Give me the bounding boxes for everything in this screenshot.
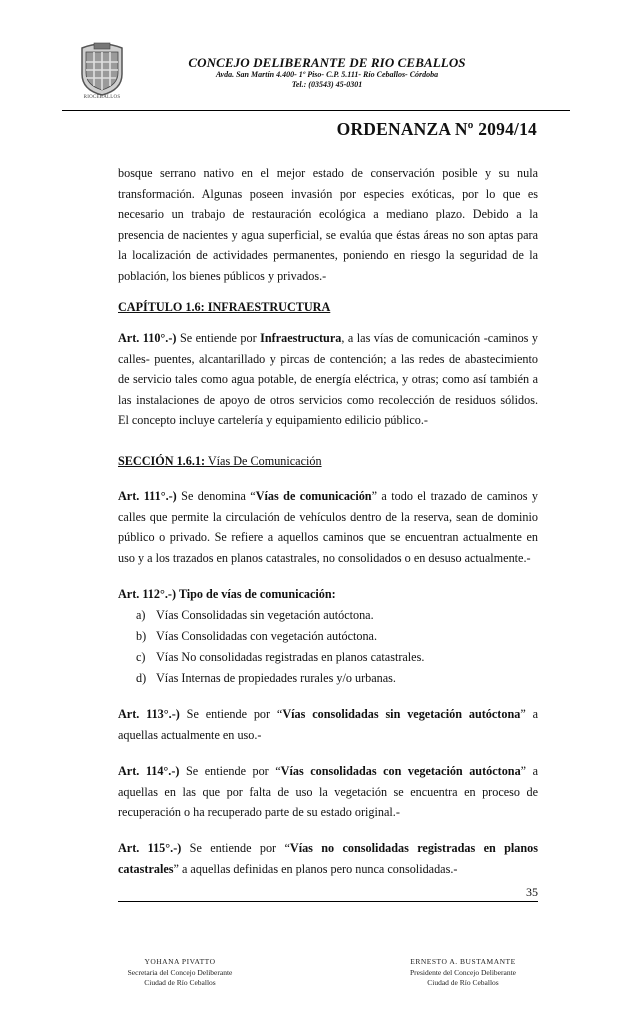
signer-name: YOHANA PIVATTO	[144, 957, 216, 966]
article-label: Art. 114°.-)	[118, 764, 180, 778]
signer-role: Secretaria del Concejo Deliberante	[127, 967, 233, 977]
list-marker: a)	[136, 608, 146, 622]
text-run: ” a	[520, 764, 539, 778]
section-title: Vías De Comunicación	[205, 454, 322, 468]
article-label: Art. 110°.-)	[118, 331, 177, 345]
list-marker: b)	[136, 629, 147, 643]
text-run: Se entiende por	[176, 331, 261, 345]
text-line: uso y a los trazados en planos catastrales, no consolidados o en desuso actualmente.-	[118, 550, 531, 565]
defined-term: Infraestructura	[260, 331, 342, 345]
text-line: bosque serrano nativo en el mejor estado de conservación posible y su nula	[118, 166, 538, 180]
article-112-heading	[118, 584, 538, 605]
text-line: público o privado. Se refiere a aquellos caminos que se encuentran actualmente en	[118, 530, 538, 544]
article-title: Tipo de vías de comunicación:	[176, 587, 336, 601]
header-divider	[62, 110, 570, 111]
article-label: Art. 112°.-)	[118, 587, 177, 601]
list-item	[136, 626, 536, 647]
list-marker: c)	[136, 650, 146, 664]
text-line: aquellas en las que por falta de uso la vegetación se encuentra en proceso de	[118, 784, 538, 799]
text-line: presencia de nacientes y agua superficial, se evalúa que éstas áreas no son aptas para	[118, 227, 538, 242]
text-run: ” a	[520, 707, 539, 721]
ordinance-number: ORDENANZA Nº 2094/14	[336, 119, 537, 139]
text-line: de servicio tales como agua potable, de energía eléctrica, y otras; como así también a	[118, 372, 538, 386]
text-line: recuperación o ha recuperado parte de su estado original.-	[118, 805, 400, 819]
text-run: , a las vías de comunicación -caminos y	[341, 331, 538, 345]
list-text: Vías Consolidadas sin vegetación autóctona.	[156, 608, 374, 622]
signature-right	[378, 957, 548, 989]
text-line: necesario un trabajo de restauración ecológica a mediano plazo. Debido a la	[118, 207, 538, 221]
defined-term: Vías consolidadas sin vegetación autóctona	[282, 707, 521, 721]
signer-place: Ciudad de Río Ceballos	[427, 978, 499, 987]
text-line: calles que permite la circulación de vehículos dentro de la reserva, sean de dominio	[118, 509, 538, 524]
header-title: CONCEJO DELIBERANTE DE RIO CEBALLOS	[188, 55, 466, 70]
article-113	[118, 704, 538, 725]
text-run: Se entiende por “	[179, 707, 283, 721]
signer-name: ERNESTO A. BUSTAMANTE	[410, 957, 516, 966]
article-110	[118, 328, 538, 410]
text-line	[118, 328, 538, 349]
list-marker: d)	[136, 671, 147, 685]
text-line	[118, 761, 538, 782]
text-line: El concepto incluye cartelería y equipamiento edilicio público.-	[118, 413, 428, 427]
article-label: Art. 115°.-)	[118, 841, 182, 855]
signer-place: Ciudad de Río Ceballos	[144, 978, 216, 987]
text-run: Se denomina “	[176, 489, 256, 503]
header-address: Avda. San Martín 4.400- 1º Piso- C.P. 5.111- Río Ceballos- Córdoba	[215, 70, 439, 79]
defined-term: Vías no consolidadas registradas en planos	[289, 841, 539, 855]
article-label: Art. 111°.-)	[118, 489, 177, 503]
text-line	[118, 859, 538, 880]
page-number: 35	[526, 885, 538, 899]
text-line	[118, 486, 538, 507]
header-phone: Tel.: (03543) 45-0301	[291, 80, 363, 89]
section-label: SECCIÓN 1.6.1:	[118, 454, 206, 468]
municipal-crest-logo	[78, 40, 126, 96]
defined-term: catastrales	[118, 861, 174, 876]
list-item	[136, 605, 536, 626]
defined-term: Vías consolidadas con vegetación autóctona	[280, 764, 521, 778]
signature-left	[95, 957, 265, 989]
text-line: calles- puentes, alcantarillado y pircas de contención; a las redes de abastecimiento	[118, 351, 538, 366]
list-text: Vías No consolidadas registradas en planos catastrales.	[156, 650, 425, 664]
text-line: aquellas actualmente en uso.-	[118, 727, 262, 742]
text-line: población, los bienes públicos y privados.-	[118, 268, 327, 283]
text-run: Se entiende por “	[179, 764, 281, 778]
signer-role: Presidente del Concejo Deliberante	[409, 967, 516, 977]
defined-term: Vías de comunicación	[255, 489, 372, 503]
footer-divider	[118, 901, 538, 902]
text-line	[118, 838, 538, 859]
article-114	[118, 761, 538, 802]
text-line: las instalaciones de apoyo de otros servicios como recolección de residuos sólidos.	[118, 392, 538, 407]
text-run: ” a aquellas definidas en planos pero nunca consolidadas.-	[173, 861, 458, 876]
paragraph-continued	[118, 163, 538, 266]
text-line: la localización de actividades permanentes, poniendo en riesgo la seguridad de la	[118, 248, 538, 262]
list-item	[136, 668, 536, 689]
text-run: Se entiende por “	[181, 841, 290, 855]
text-line	[118, 704, 538, 725]
article-111	[118, 486, 538, 548]
text-line: transformación. Algunas poseen invasión por especies exóticas, por lo que es	[118, 186, 538, 201]
crest-caption: RIOCEBALLOS	[83, 95, 121, 100]
text-run: ” a todo el trazado de caminos y	[371, 489, 538, 503]
list-item	[136, 647, 536, 668]
list-text: Vías Internas de propiedades rurales y/o urbanas.	[156, 671, 396, 685]
chapter-heading: CAPÍTULO 1.6: INFRAESTRUCTURA	[118, 300, 331, 314]
section-heading	[118, 451, 538, 472]
list-text: Vías Consolidadas con vegetación autóctona.	[156, 629, 378, 643]
article-label: Art. 113°.-)	[118, 707, 180, 721]
article-115	[118, 838, 538, 859]
